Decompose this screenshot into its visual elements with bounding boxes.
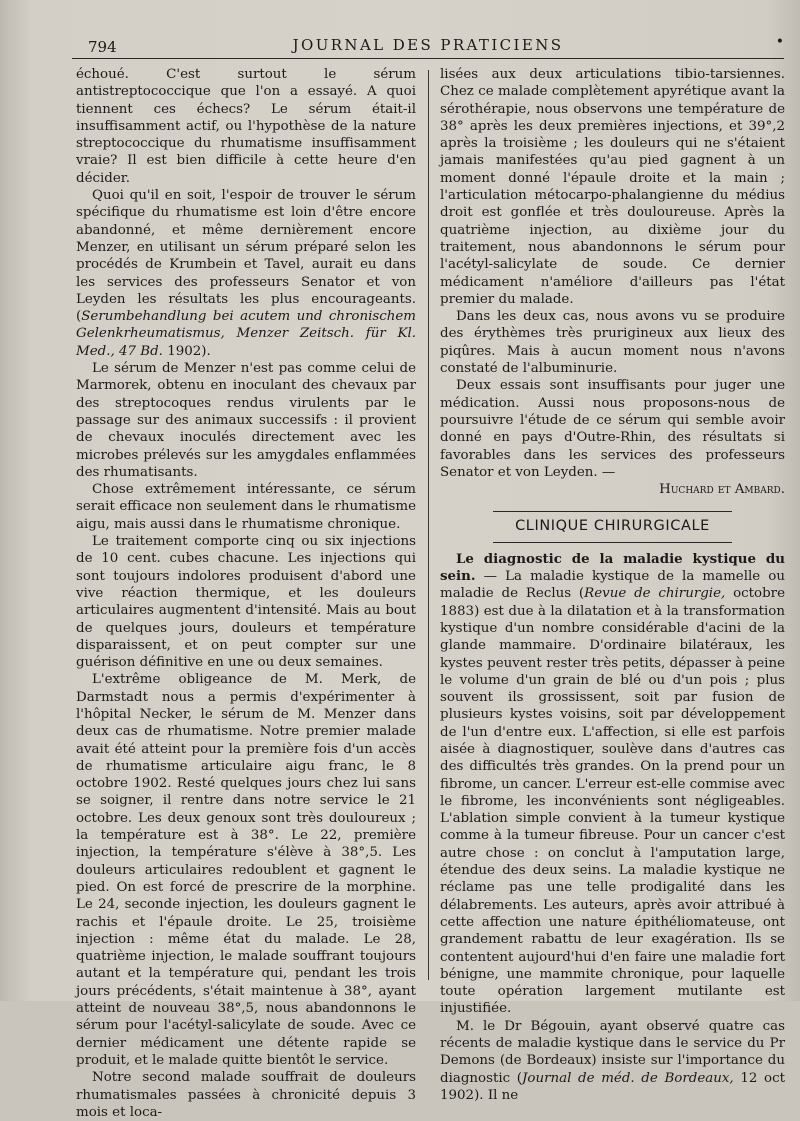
- author-names: Huchard et Ambard.: [659, 482, 785, 498]
- paragraph: Chose extrêmement intéressante, ce sérum serait efficace non seulement dans le rhumatisme aigu, mais aussi dans le rhumatisme chronique.: [76, 482, 416, 532]
- journal-title: JOURNAL DES PRATICIENS: [292, 36, 564, 54]
- section-heading: [440, 511, 785, 542]
- reference-citation: Revue de chirurgie,: [584, 586, 726, 602]
- paragraph-text: 12 oct 1902). Il ne: [440, 1070, 785, 1103]
- paragraph-text: 1902).: [162, 343, 211, 359]
- paragraph: échoué. C'est surtout le sérum antistreptococcique que l'on a essayé. A quoi tiennent ces échecs? Le sérum était-il insuffisamment actif, ou l'hypothèse de la nature streptococcique du rhumatisme insuffisamment vraie? Il est bien difficile à cette heure d'en décider.: [76, 67, 416, 186]
- paragraph: lisées aux deux articulations tibio-tarsiennes. Chez ce malade complètement apyrétique avant la sérothérapie, nous observons une température de 38° après les deux premières injections, et 39°,2 après la troisième ; les douleurs qui ne s'étaient jamais manifestées qu'au pied gagnent à un moment donné l'épaule droite et la main ; l'articulation métocarpo-phalangienne du médius droit est gonflée et très douloureuse. Après la quatrième injection, au dixième jour du traitement, nous abandonnons le sérum pour l'acétyl-salicylate de soude. Ce dernier médicament n'améliore d'ailleurs pas l'état premier du malade.: [440, 67, 785, 307]
- page-number: 794: [88, 38, 117, 56]
- article-title: Le diagnostic de la maladie kystique du sein.: [440, 550, 785, 585]
- paragraph: Le sérum de Menzer n'est pas comme celui de Marmorek, obtenu en inoculant des chevaux par des streptocoques rendus virulents par le passage sur des animaux successifs : il provient de chevaux inoculés directement avec les microbes prélevés sur les amygdales enflammées des rhumatisants.: [76, 361, 416, 480]
- reference-citation: Journal de méd. de Bordeaux,: [522, 1070, 734, 1086]
- paragraph: Notre second malade souffrait de douleurs rhumatismales passées à chronicité depuis 3 mois et loca-: [76, 1070, 416, 1120]
- paragraph: [440, 1018, 785, 1104]
- paragraph-text: M. le Dr Bégouin, ayant observé quatre cas récents de maladie kystique dans le service du Pr Demons (de Bordeaux) insiste sur l'importance du diagnostic (: [440, 1018, 785, 1086]
- paragraph: Le traitement comporte cinq ou six injections de 10 cent. cubes chacune. Les injections qui sont toujours indolores produisent d'abord une vive réaction thermique, et les douleurs articulaires augmentent d'intensité. Mais au bout de quelques jours, douleurs et température disparaissent, et on peut compter sur une guérison définitive en une ou deux semaines.: [76, 534, 416, 671]
- paragraph: Deux essais sont insuffisants pour juger une médication. Aussi nous proposons-nous de poursuivre l'étude de ce sérum qui semble avoir donné en pays d'Outre-Rhin, des résultats si favorables dans les services des professeurs Senator et von Leyden. —: [440, 378, 785, 480]
- paragraph-text: — La maladie kystique de la mamelle ou maladie de Reclus (: [440, 569, 785, 602]
- reference-citation: Serumbehandlung bei acutem und chronischem Gelenkrheumatismus, Menzer Zeitsch. für Kl. Med., 47 Bd.: [76, 309, 416, 359]
- column-divider: [428, 70, 429, 980]
- left-column: [76, 66, 416, 1120]
- paragraph: Dans les deux cas, nous avons vu se produire des érythèmes très prurigineux aux lieux des piqûres. Mais à aucun moment nous n'avons constaté de l'albuminurie.: [440, 309, 785, 377]
- paragraph-text: octobre 1883) est due à la dilatation et à la transformation kystique d'un nombre considérable d'acini de la glande mammaire. D'ordinaire bilatéraux, les kystes peuvent rester très petits, dépasser à peine le volume d'un grain de blé ou d'un pois ; plus souvent ils grossissent, soit par fusion de plusieurs kystes voisins, soit par développement de l'un d'entre eux. L'affection, si elle est parfois aisée à diagnostiquer, soulève dans d'autres cas des difficultés très grandes. On la prend pour un fibrome, un cancer. L'erreur est-elle commise avec le fibrome, les inconvénients sont négligeables. L'ablation simple convient à la tumeur kystique comme à la tumeur fibreuse. Pour un cancer c'est autre chose : on conclut à l'amputation large, étendue des deux seins. La maladie kystique ne réclame pas une telle prodigalité dans les délabrements. Les auteurs, après avoir attribué à cette affection une nature épithéliomateuse, ont grandement rabattu de leur exagération. Ils se contentent aujourd'hui d'en faire une maladie fort bénigne, une mammite chronique, pour laquelle toute opération largement mutilante est injustifiée.: [440, 586, 785, 1017]
- header-ornament: •: [775, 34, 784, 50]
- section-heading-label: CLINIQUE CHIRURGICALE: [493, 511, 732, 542]
- author-signature: [440, 481, 785, 498]
- paragraph-text: Quoi qu'il en soit, l'espoir de trouver le sérum spécifique du rhumatisme est loin d'être encore abandonné, et même dernièrement encore Menzer, en utilisant un sérum préparé selon les procédés de Krumbein et Tavel, aurait eu dans les services des professeurs Senator et von Leyden les résultats les plus encourageants. (: [76, 188, 416, 325]
- right-column: [440, 66, 785, 1103]
- page-header: [72, 30, 784, 59]
- article-paragraph: [440, 551, 785, 1018]
- paragraph: L'extrême obligeance de M. Merk, de Darmstadt nous a permis d'expérimenter à l'hôpital Necker, le sérum de M. Menzer dans deux cas de rhumatisme. Notre premier malade avait été atteint pour la première fois d'un accès de rhumatisme articulaire aigu franc, le 8 octobre 1902. Resté quelques jours chez lui sans se soigner, il rentre dans notre service le 21 octobre. Les deux genoux sont très douloureux ; la température est à 38°. Le 22, première injection, la température s'élève à 38°,5. Les douleurs articulaires redoublent et gagnent le pied. On est forcé de prescrire de la morphine. Le 24, seconde injection, les douleurs gagnent le rachis et l'épaule droite. Le 25, troisième injection : même état du malade. Le 28, quatrième injection, le malade souffrant toujours autant et la température qui, pendant les trois jours précédents, s'était maintenue à 38°, ayant atteint de nouveau 38°,5, nous abandonnons le sérum pour l'acétyl-salicylate de soude. Avec ce dernier médicament une détente rapide se produit, et le malade quitte bientôt le service.: [76, 672, 416, 1068]
- paragraph: [76, 187, 416, 360]
